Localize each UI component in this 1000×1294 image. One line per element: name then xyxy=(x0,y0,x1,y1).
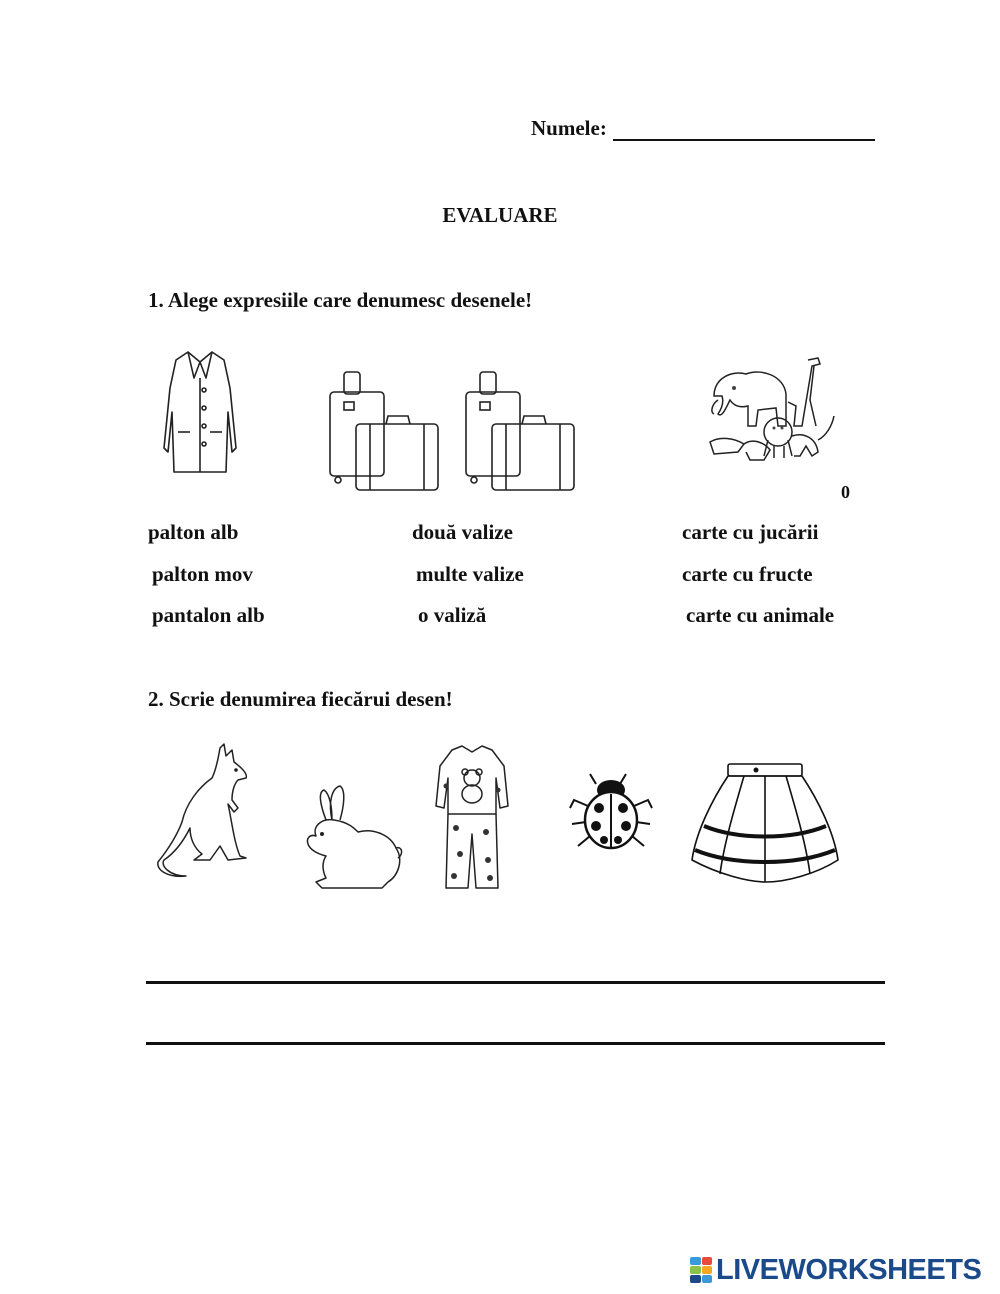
animals-drawing xyxy=(704,356,840,472)
option-coat-1[interactable]: palton alb xyxy=(148,520,239,544)
name-blank-line[interactable] xyxy=(613,119,875,141)
option-suitcase-2[interactable]: multe valize xyxy=(416,562,524,586)
logo-badge-icon xyxy=(690,1257,712,1283)
exercise-2-prompt: 2. Scrie denumirea fiecărui desen! xyxy=(148,687,453,711)
stray-mark: 0 xyxy=(841,482,850,502)
name-field xyxy=(531,116,875,141)
page-title: EVALUARE xyxy=(442,203,558,227)
name-label: Numele: xyxy=(531,116,607,140)
liveworksheets-logo xyxy=(690,1253,981,1287)
kangaroo-drawing xyxy=(154,742,254,882)
answer-line-1[interactable] xyxy=(146,981,885,984)
option-animals-3[interactable]: carte cu animale xyxy=(686,603,835,627)
answer-line-2[interactable] xyxy=(146,1042,885,1045)
option-coat-3[interactable]: pantalon alb xyxy=(152,603,265,627)
coat-drawing xyxy=(160,348,240,476)
logo-text: LIVEWORKSHEETS xyxy=(716,1253,982,1286)
suitcases-drawing xyxy=(326,368,578,494)
option-coat-2[interactable]: palton mov xyxy=(152,562,253,586)
rabbit-drawing xyxy=(292,784,404,892)
pajamas-drawing xyxy=(434,744,510,890)
option-suitcase-1[interactable]: două valize xyxy=(412,520,513,544)
option-animals-1[interactable]: carte cu jucării xyxy=(682,520,819,544)
option-animals-2[interactable]: carte cu fructe xyxy=(682,562,813,586)
skirt-drawing xyxy=(688,760,842,890)
exercise-1-prompt: 1. Alege expresiile care denumesc desenele! xyxy=(148,288,533,312)
option-suitcase-3[interactable]: o valiză xyxy=(418,603,487,627)
ladybug-drawing xyxy=(566,770,656,852)
